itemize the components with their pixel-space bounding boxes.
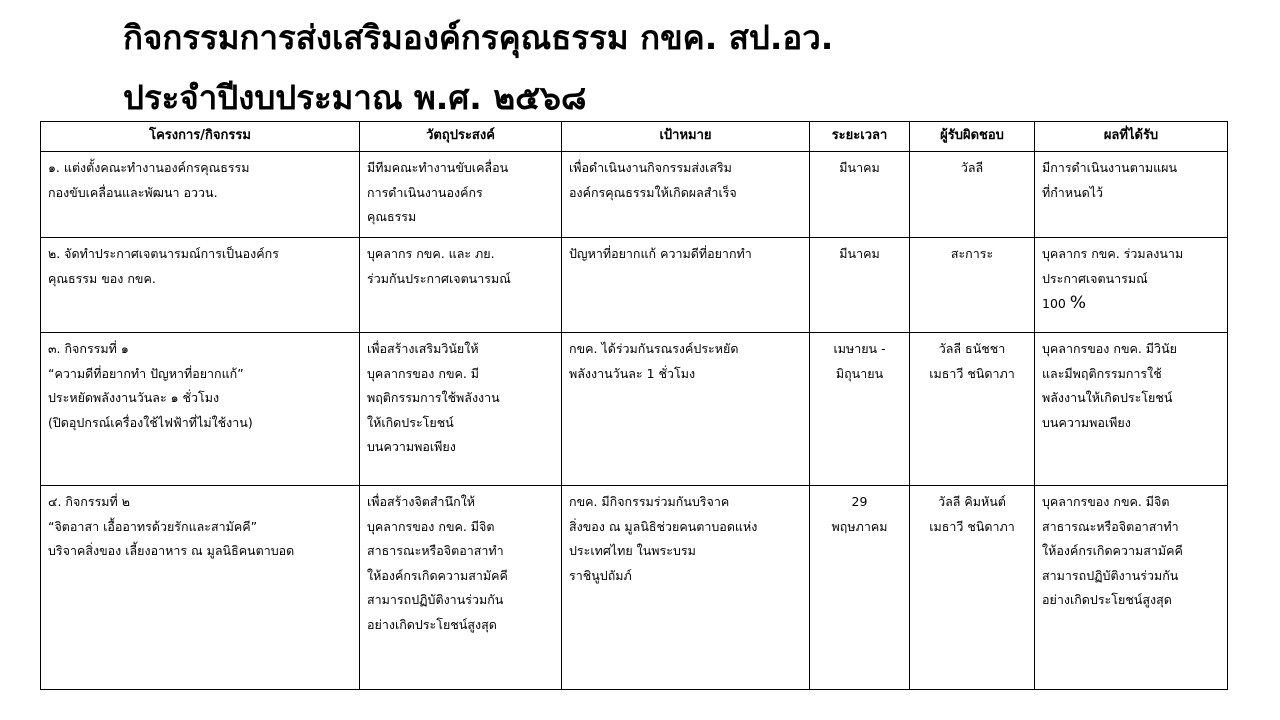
header-project: โครงการ/กิจกรรม: [41, 122, 360, 152]
cell-project: [41, 238, 360, 333]
cell-responsible: [910, 152, 1035, 238]
cell-text: ๑. แต่งตั้งคณะทำงานองค์กรคุณธรรม: [48, 160, 250, 175]
cell-text: ๔. กิจกรรมที่ ๒: [48, 494, 130, 509]
cell-text: เพื่อสร้างจิตสำนึกให้: [367, 494, 476, 509]
cell-text: เพื่อสร้างเสริมวินัยให้: [367, 341, 479, 356]
header-result: ผลที่ได้รับ: [1035, 122, 1228, 152]
cell-text: ประเทศไทย ในพระบรม: [569, 543, 696, 558]
table-row: [41, 486, 1228, 690]
cell-text: ประกาศเจตนารมณ์: [1042, 270, 1148, 286]
cell-text: อย่างเกิดประโยชน์สูงสุด: [367, 616, 497, 632]
cell-responsible: [910, 333, 1035, 486]
cell-text: “ความดีที่อยากทำ ปัญหาที่อยากแก้”: [48, 365, 244, 381]
cell-text: ประหยัดพลังงานวันละ ๑ ชั่วโมง: [48, 390, 220, 405]
cell-text: มีการดำเนินงานตามแผน: [1042, 160, 1178, 175]
table-row: [41, 333, 1228, 486]
cell-text: บุคลากรของ กขค. มีจิต: [1042, 494, 1170, 509]
cell-text: บนความพอเพียง: [1042, 414, 1131, 430]
table-row: [41, 238, 1228, 333]
cell-text: ร่วมกันประกาศเจตนารมณ์: [367, 270, 511, 286]
cell-text: บนความพอเพียง: [367, 439, 456, 454]
cell-text: สาธารณะหรือจิตอาสาทำ: [1042, 518, 1179, 534]
page-title: กิจกรรมการส่งเสริมองค์กรคุณธรรม กขค. สป.อว.: [123, 18, 834, 57]
cell-period: [810, 486, 910, 690]
cell-text: พฤติกรรมการใช้พลังงาน: [367, 390, 500, 405]
header-period: ระยะเวลา: [810, 122, 910, 152]
table-header-row: [41, 122, 1228, 152]
cell-text: ให้องค์กรเกิดความสามัคคี: [1042, 543, 1183, 558]
cell-text: เมธาวี ชนิดาภา: [929, 518, 1015, 534]
cell-project: [41, 333, 360, 486]
cell-project: [41, 152, 360, 238]
cell-text: [1042, 291, 1220, 317]
cell-text: บุคลากรของ กขค. มีจิต: [367, 518, 495, 534]
cell-text: เพื่อดำเนินงานกิจกรรมส่งเสริม: [569, 160, 732, 175]
result-percent-unit: %: [1069, 293, 1086, 313]
header-objective: วัตถุประสงค์: [360, 122, 562, 152]
cell-text: ราชินูปถัมภ์: [569, 567, 632, 583]
cell-project: [41, 486, 360, 690]
cell-text: มีนาคม: [839, 160, 880, 175]
cell-period: [810, 333, 910, 486]
cell-objective: [360, 152, 562, 238]
cell-text: พลังงานวันละ 1 ชั่วโมง: [569, 365, 696, 381]
cell-text: มิถุนายน: [835, 365, 884, 381]
cell-responsible: [910, 486, 1035, 690]
cell-text: และมีพฤติกรรมการใช้: [1042, 365, 1162, 381]
header-responsible: ผู้รับผิดชอบ: [910, 122, 1035, 152]
cell-text: ปัญหาที่อยากแก้ ความดีที่อยากทำ: [569, 246, 752, 261]
cell-text: มีนาคม: [839, 246, 880, 261]
cell-text: วัลลี: [960, 160, 984, 175]
cell-result: [1035, 486, 1228, 690]
cell-text: บุคลากรของ กขค. มี: [367, 365, 480, 381]
cell-text: 29: [851, 494, 868, 509]
cell-text: กขค. มีกิจกรรมร่วมกันบริจาค: [569, 494, 730, 509]
cell-text: สิ่งของ ณ มูลนิธิช่วยคนตาบอดแห่ง: [569, 518, 758, 534]
cell-text: (ปิดอุปกรณ์เครื่องใช้ไฟฟ้าที่ไม่ใช้งาน): [48, 414, 253, 430]
cell-target: [562, 333, 810, 486]
cell-target: [562, 152, 810, 238]
cell-text: “จิตอาสา เอื้ออาทรด้วยรักและสามัคคี”: [48, 518, 258, 534]
cell-target: [562, 238, 810, 333]
cell-text: สะการะ: [950, 246, 994, 261]
cell-text: เมษายน -: [833, 341, 886, 356]
cell-target: [562, 486, 810, 690]
cell-text: กขค. ได้ร่วมกันรณรงค์ประหยัด: [569, 341, 739, 356]
cell-period: [810, 152, 910, 238]
cell-result: [1035, 238, 1228, 333]
cell-text: มีทีมคณะทำงานขับเคลื่อน: [367, 160, 509, 175]
cell-text: ๒. จัดทำประกาศเจตนารมณ์การเป็นองค์กร: [48, 246, 279, 261]
cell-result: [1035, 333, 1228, 486]
cell-text: บริจาคสิ่งของ เลี้ยงอาหาร ณ มูลนิธิคนตาบอด: [48, 543, 295, 558]
header-target: เป้าหมาย: [562, 122, 810, 152]
cell-text: สามารถปฏิบัติงานร่วมกัน: [1042, 567, 1179, 583]
cell-text: สามารถปฏิบัติงานร่วมกัน: [367, 592, 504, 607]
cell-text: พลังงานให้เกิดประโยชน์: [1042, 390, 1173, 405]
cell-text: วัลลี คิมหันต์: [938, 494, 1006, 509]
cell-text: กองขับเคลื่อนและพัฒนา อววน.: [48, 184, 218, 200]
cell-text: สาธารณะหรือจิตอาสาทำ: [367, 543, 504, 558]
cell-period: [810, 238, 910, 333]
cell-objective: [360, 486, 562, 690]
cell-text: บุคลากรของ กขค. มีวินัย: [1042, 341, 1177, 356]
cell-text: เมธาวี ชนิดาภา: [929, 365, 1015, 381]
cell-text: บุคลากร กขค. ร่วมลงนาม: [1042, 246, 1184, 261]
cell-text: วัลลี ธนัชชา: [938, 341, 1006, 356]
cell-text: ๓. กิจกรรมที่ ๑: [48, 341, 129, 356]
cell-text: การดำเนินงานองค์กร: [367, 184, 483, 200]
table-row: [41, 152, 1228, 238]
cell-responsible: [910, 238, 1035, 333]
cell-text: พฤษภาคม: [831, 518, 888, 534]
cell-objective: [360, 333, 562, 486]
cell-objective: [360, 238, 562, 333]
cell-text: บุคลากร กขค. และ ภย.: [367, 246, 495, 261]
cell-text: ให้องค์กรเกิดความสามัคคี: [367, 567, 508, 583]
page-subtitle: ประจำปีงบประมาณ พ.ศ. ๒๕๖๘: [123, 78, 587, 117]
cell-result: [1035, 152, 1228, 238]
activity-table: [40, 121, 1228, 690]
cell-text: อย่างเกิดประโยชน์สูงสุด: [1042, 592, 1172, 607]
cell-text: คุณธรรม ของ กขค.: [48, 270, 156, 286]
cell-text: องค์กรคุณธรรมให้เกิดผลสำเร็จ: [569, 184, 737, 200]
cell-text: คุณธรรม: [367, 209, 417, 224]
result-percent-value: 100: [1042, 296, 1066, 311]
cell-text: ที่กำหนดไว้: [1042, 184, 1104, 200]
cell-text: ให้เกิดประโยชน์: [367, 414, 454, 430]
